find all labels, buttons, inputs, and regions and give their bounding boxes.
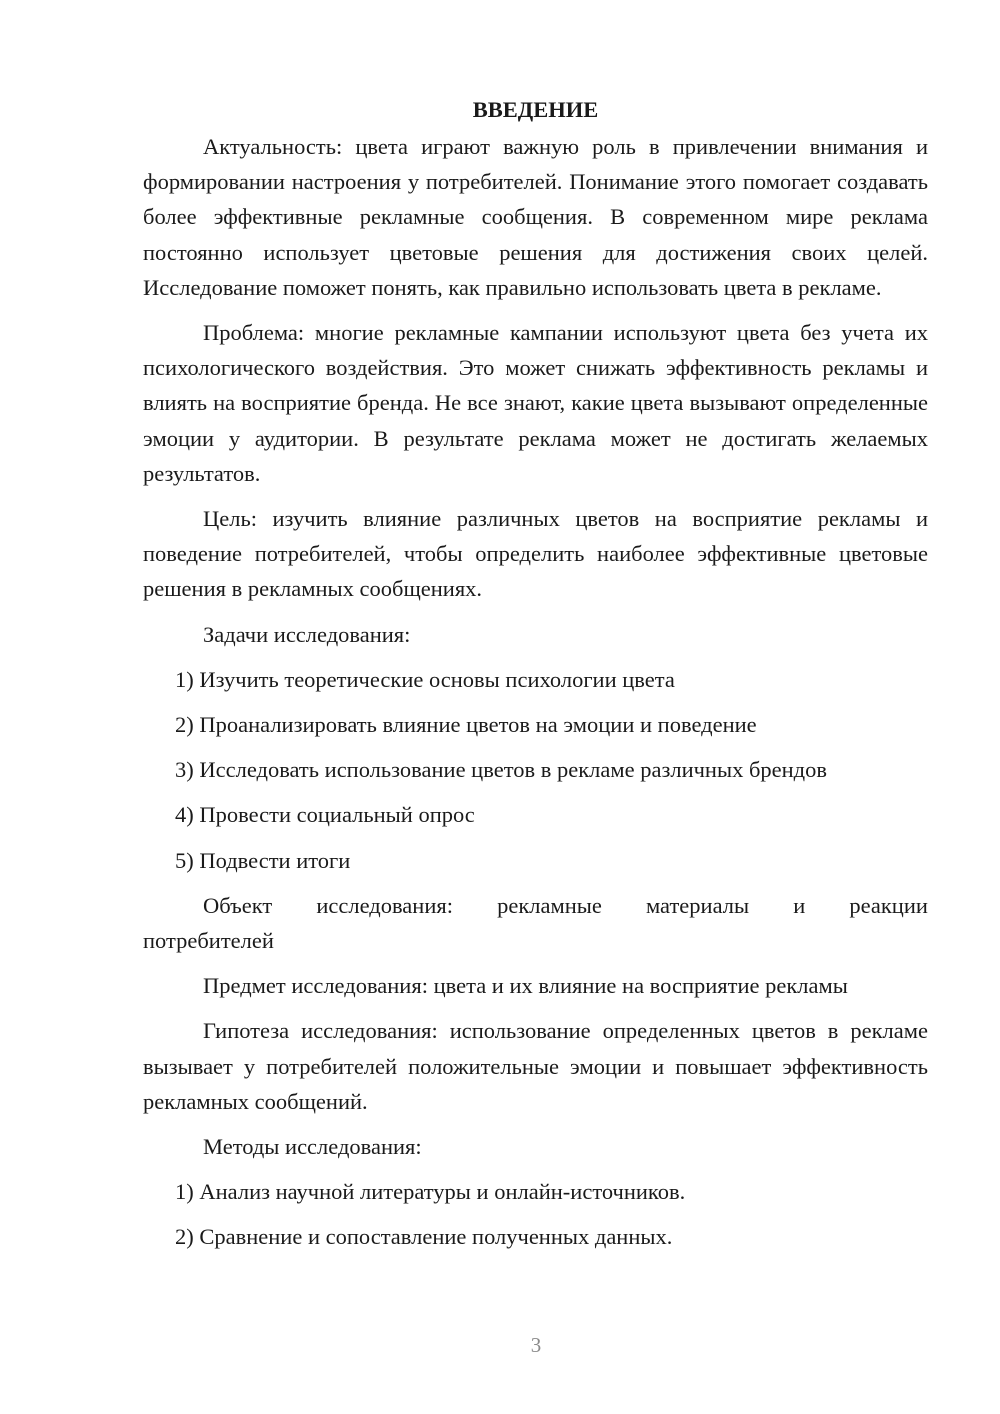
list-item: 1) Анализ научной литературы и онлайн-источников. — [175, 1179, 686, 1205]
paragraph-object — [143, 888, 928, 958]
paragraph-subject: Предмет исследования: цвета и их влияние на восприятие рекламы — [203, 973, 848, 999]
list-item: 4) Провести социальный опрос — [175, 802, 475, 828]
methods-heading: Методы исследования: — [203, 1134, 422, 1160]
object-first-line — [143, 888, 928, 923]
tasks-heading: Задачи исследования: — [203, 621, 411, 647]
paragraph-hypothesis: Гипотеза исследования: использование определенных цветов в рекламе вызывает у потребителей положительные эмоции и повышает эффективность рекламных сообщений. — [143, 1018, 928, 1114]
object-second-line: потребителей — [143, 928, 274, 954]
paragraph-problem: Проблема: многие рекламные кампании используют цвета без учета их психологического воздействия. Это может снижать эффективность рекламы и влиять на восприятие бренда. Не все знают, какие цвета вызывают определенные эмоции у аудитории. В результате реклама может не достигать желаемых результатов. — [143, 320, 928, 486]
object-word: Объект — [203, 892, 273, 918]
paragraph-relevance: Актуальность: цвета играют важную роль в привлечении внимания и формировании настроения у потребителей. Понимание этого помогает создавать более эффективные рекламные сообщения. В современном мире реклама постоянно использует цветовые решения для достижения своих целей. Исследование поможет понять, как правильно использовать цвета в рекламе. — [143, 134, 928, 300]
list-item: 2) Сравнение и сопоставление полученных данных. — [175, 1224, 673, 1250]
object-word: материалы — [645, 892, 750, 918]
page-title: ВВЕДЕНИЕ — [472, 97, 599, 122]
object-word: и — [793, 892, 806, 918]
object-word: рекламные — [497, 892, 602, 918]
tasks-list — [143, 662, 928, 878]
object-word: исследования: — [316, 892, 453, 918]
object-word: реакции — [849, 892, 928, 918]
methods-list — [143, 1174, 928, 1254]
list-item: 1) Изучить теоретические основы психологии цвета — [175, 666, 675, 692]
list-item: 2) Проанализировать влияние цветов на эмоции и поведение — [175, 712, 757, 738]
paragraph-goal: Цель: изучить влияние различных цветов на восприятие рекламы и поведение потребителей, чтобы определить наиболее эффективные цветовые решения в рекламных сообщениях. — [143, 506, 928, 602]
page-content — [143, 92, 928, 1265]
page-number: 3 — [530, 1333, 542, 1357]
list-item: 3) Исследовать использование цветов в рекламе различных брендов — [175, 757, 828, 783]
list-item: 5) Подвести итоги — [175, 847, 351, 873]
